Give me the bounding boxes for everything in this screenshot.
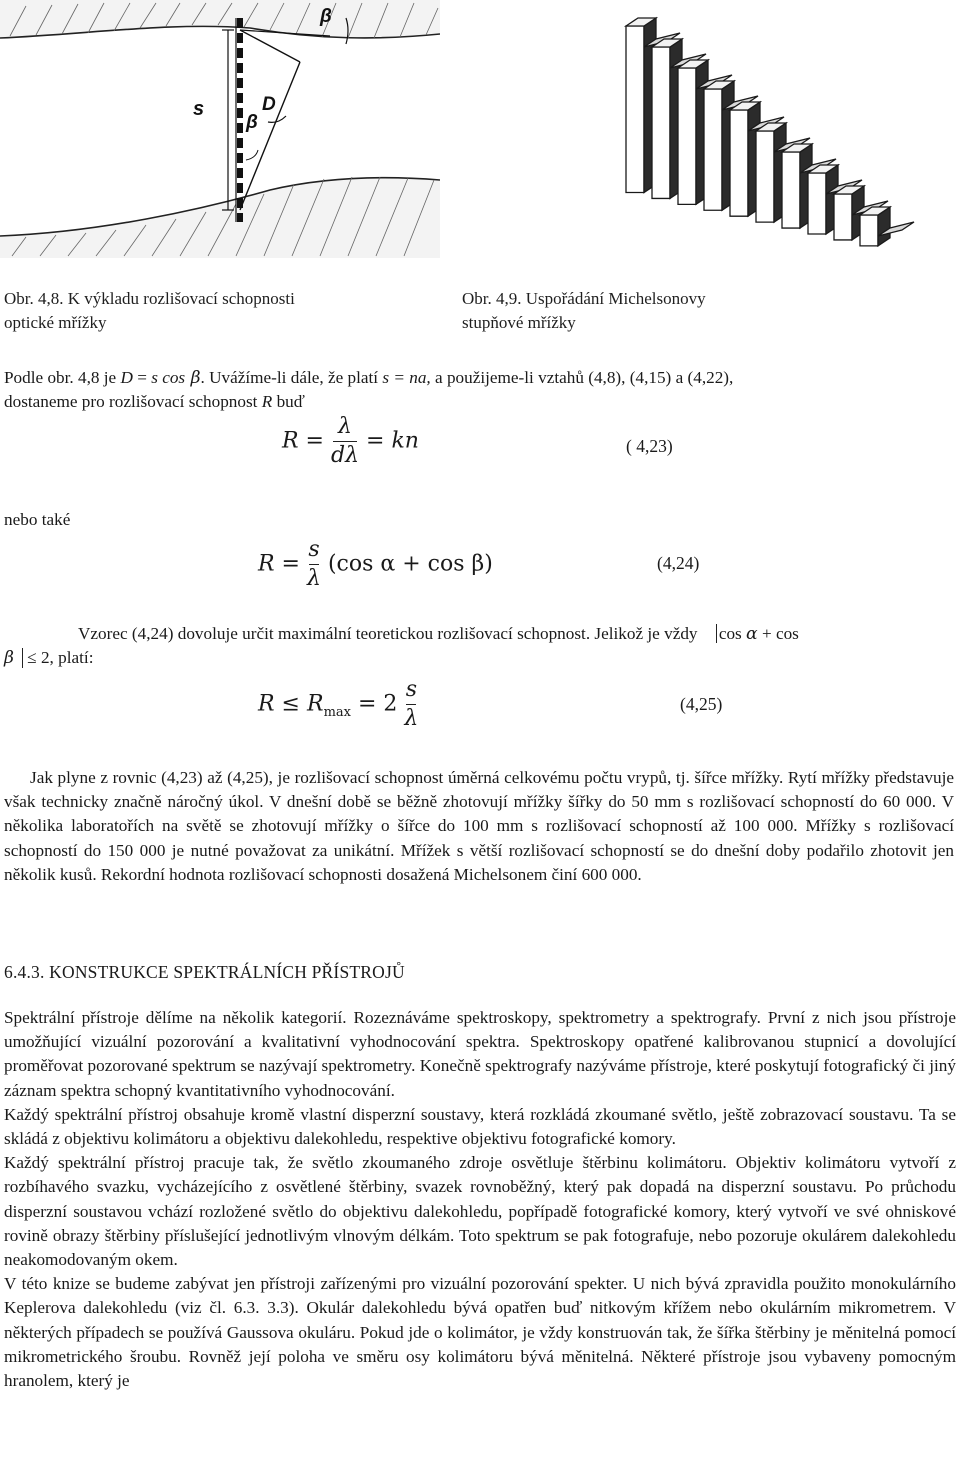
eq1-lhs: R = <box>282 428 324 454</box>
echelon-plate-front-2 <box>678 68 696 204</box>
caption-fig-4-9-line1: Obr. 4,9. Uspořádání Michelsonovy <box>462 289 706 308</box>
equation-4-23 <box>282 413 419 470</box>
eq2-rhs: (cos α + cos β) <box>327 551 493 577</box>
figure-4-8-label-beta: β <box>246 112 258 133</box>
intro-paragraph <box>4 366 954 414</box>
caption-fig-4-9 <box>462 287 706 335</box>
paragraph-2: Spektrální přístroje dělíme na několik kategorií. Rozeznáváme spektroskopy, spektrometry a spektrografy. První z nich jsou přístroje umožňující vizuální pozorování a kvalitativní vyhodnocování spektra. Spektroskopy opatřené kalibrovanou stupnicí a dovolující proměřovat pozorované spektrum se nazývají spektrometry. Konečně spektrografy nazýváme přístroje, které poskytují fotografický či jiný záznam spektra schopný kvantitativního vyhodnocování. <box>4 1008 956 1100</box>
equation-4-25 <box>258 676 418 733</box>
eq2-num: s <box>308 537 320 562</box>
echelon-plate-front-0 <box>626 26 644 192</box>
eq2-den: λ <box>307 566 321 591</box>
eq1-fraction <box>331 413 359 470</box>
eq3-lhs: R ≤ R <box>258 691 324 717</box>
caption-fig-4-8 <box>4 287 295 335</box>
eq3-den: λ <box>404 706 419 731</box>
echelon-plate-front-1 <box>652 47 670 198</box>
equation-number-4-24: (4,24) <box>657 553 700 573</box>
paragraph-1-text: Jak plyne z rovnic (4,23) až (4,25), je rozlišovací schopnost úměrná celkovému počtu vrypů, tj. šířce mřížky. Rytí mřížky představuje však technicky značně náročný úkol. V dnešní době se běžně zhotovují mřížky šířky do 50 mm s rozlišovací schopností do 60 000. V několika laboratořích na světě se zhotovují mřížky o šířce do 100 mm s rozlišovací schopností až 100 000. Mřížky s rozlišovací schopností do 150 000 je nutné považovat za unikátní. Mřížek s větší rozlišovací schopností se do dnešní doby podařilo zhotovit jen několik kusů. Rekordní hodnota rozlišovací schopnosti dosažená Michelsonem činí 600 000. <box>4 768 954 884</box>
echelon-plate-front-9 <box>860 215 878 246</box>
vzorec-line2: β ≤ 2, platí: <box>4 648 94 669</box>
eq3-mid: = 2 <box>357 691 398 717</box>
paragraph-4: Každý spektrální přístroj pracuje tak, že světlo zkoumaného zdroje osvětluje štěrbinu kolimátoru. Objektiv kolimátoru vytvoří z rozbíhavého svazku, vycházejícího z osvětlené štěrbiny, svazek rovnoběžný, který pak dopadá na disperzní soustavu. Po průchodu disperzní soustavou vchází rozložené světlo do objektivu dalekohledu, popřípadě fotografické komory, který vytvoří ve své ohniskové rovině obrazy štěrbiny příslušející jednotlivým vlnovým délkám. Toto spektrum se pak fotografuje, nebo pozoruje okulárem dalekohledu neakomodovaným okem. <box>4 1153 956 1270</box>
figure-4-8-label-beta-top: β <box>320 6 332 27</box>
echelon-plate-front-4 <box>730 110 748 216</box>
eq1-rhs: = kn <box>366 428 419 454</box>
eq3-sub: max <box>323 704 351 720</box>
eq3-num: s <box>405 677 418 702</box>
paragraph-5: V této knize se budeme zabývat jen přístroji zařízenými pro vizuální pozorování spekter. U nich bývá zpravidla použito monokulárního Keplerova dalekohledu (viz čl. 6.3. 3.3). Okulár dalekohledu bývá opatřen buď nitkovým křížem nebo okulárním mikrometrem. V některých případech se používá Gaussova okuláru. Pokud jde o kolimátor, je vždy konstruován tak, že šířka štěrbiny je měnitelná pomocí mikrometrického šroubu. Rovněž její poloha ve směru osy kolimátoru bývá měnitelná. Některé přístroje jsou vybaveny pomocným hranolem, který je <box>4 1274 956 1391</box>
paragraph-3: Každý spektrální přístroj obsahuje kromě vlastní disperzní soustavy, která rozkládá zkoumané světlo, ještě zobrazovací soustavu. Ta se skládá z objektivu kolimátoru a objektivu dalekohledu, respektive objektivu fotografické komory. <box>4 1104 956 1149</box>
figure-4-9-echelon-diagram <box>580 0 960 260</box>
figure-4-8-label-s: s <box>193 98 205 120</box>
caption-fig-4-8-line1: Obr. 4,8. K výkladu rozlišovací schopnosti <box>4 289 295 308</box>
intro-line2: dostaneme pro rozlišovací schopnost R buď <box>4 392 305 412</box>
figure-4-8-grating-diagram <box>0 0 440 258</box>
equation-number-4-23: ( 4,23) <box>626 436 673 456</box>
caption-fig-4-9-line2: stupňové mřížky <box>462 313 576 332</box>
eq1-num: λ <box>338 414 352 439</box>
section-heading: 6.4.3. KONSTRUKCE SPEKTRÁLNÍCH PŘÍSTROJŮ <box>4 962 405 982</box>
equation-number-4-25: (4,25) <box>680 694 723 714</box>
section-body <box>4 1006 956 1393</box>
paragraph-resolving-power <box>4 766 954 887</box>
intro-line1: Podle obr. 4,8 je D = s cos β. Uvážíme-li dále, že platí s = na, a použijeme-li vztahů (4,8), (4,15) a (4,22), <box>4 368 734 388</box>
figure-4-8-label-D: D <box>262 94 276 115</box>
echelon-plate-front-8 <box>834 194 852 240</box>
equation-4-24 <box>258 536 493 593</box>
vzorec-line1: Vzorec (4,24) dovoluje určit maximální teoretickou rozlišovací schopnost. Jelikož je vždy cos α + cos <box>78 624 799 644</box>
vzorec-paragraph <box>4 622 954 670</box>
echelon-plate-front-6 <box>782 152 800 228</box>
eq2-lhs: R = <box>258 551 300 577</box>
echelon-plate-front-3 <box>704 89 722 210</box>
echelon-plate-front-7 <box>808 173 826 234</box>
caption-fig-4-8-line2: optické mřížky <box>4 313 107 332</box>
eq3-fraction <box>404 676 418 733</box>
eq1-den: dλ <box>331 443 360 468</box>
eq2-fraction <box>307 536 321 593</box>
echelon-plate-front-5 <box>756 131 774 222</box>
nebo-take: nebo také <box>4 510 71 529</box>
